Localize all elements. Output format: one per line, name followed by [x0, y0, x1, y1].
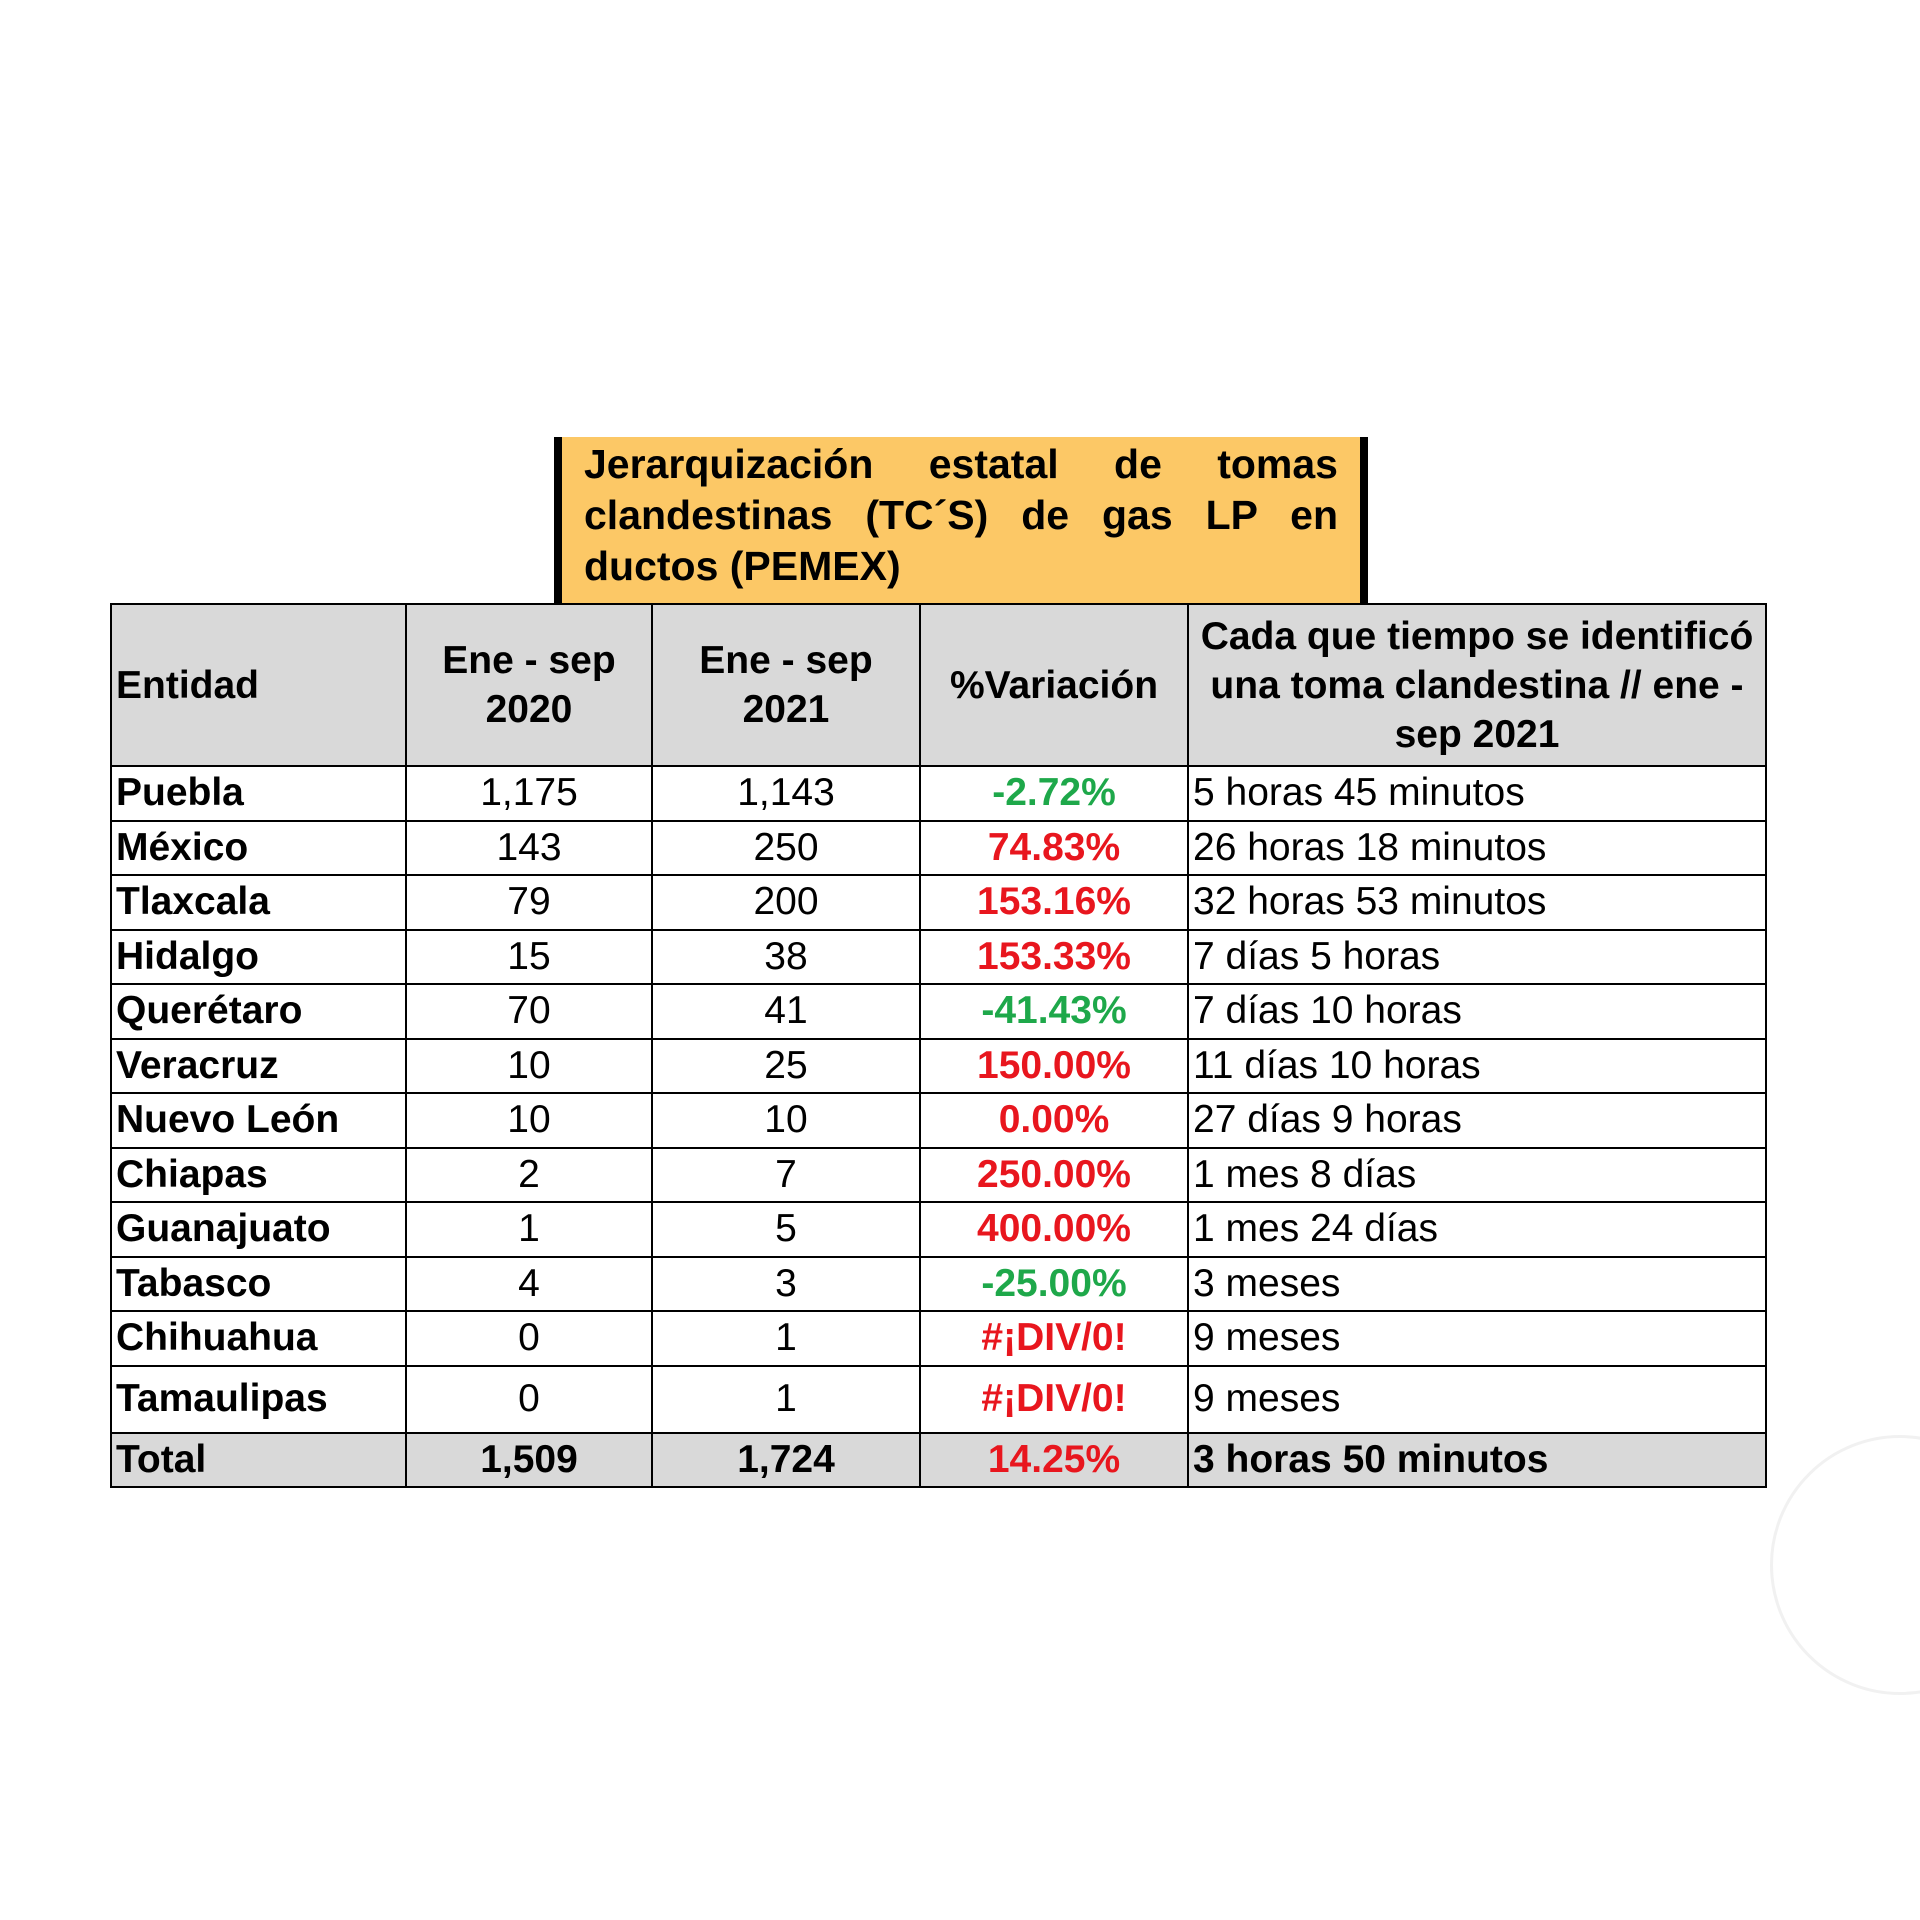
total-2020: 1,509 [406, 1433, 652, 1488]
total-variacion: 14.25% [920, 1433, 1188, 1488]
cell-variacion: 250.00% [920, 1148, 1188, 1203]
cell-tiempo: 5 horas 45 minutos [1188, 766, 1766, 821]
total-2021: 1,724 [652, 1433, 920, 1488]
cell-2021: 200 [652, 875, 920, 930]
cell-entidad: Tamaulipas [111, 1366, 406, 1433]
table-row [111, 1093, 1766, 1148]
cell-variacion: -25.00% [920, 1257, 1188, 1312]
table-title [554, 437, 1368, 603]
cell-2021: 10 [652, 1093, 920, 1148]
cell-entidad: Hidalgo [111, 930, 406, 985]
table-row [111, 930, 1766, 985]
decorative-arc [1770, 1435, 1920, 1695]
cell-tiempo: 1 mes 24 días [1188, 1202, 1766, 1257]
cell-2020: 4 [406, 1257, 652, 1312]
cell-variacion: -2.72% [920, 766, 1188, 821]
header-entidad: Entidad [111, 604, 406, 766]
cell-2021: 41 [652, 984, 920, 1039]
cell-2020: 143 [406, 821, 652, 876]
cell-entidad: Chiapas [111, 1148, 406, 1203]
cell-2021: 25 [652, 1039, 920, 1094]
cell-variacion: -41.43% [920, 984, 1188, 1039]
table-row [111, 875, 1766, 930]
table-row [111, 1257, 1766, 1312]
cell-tiempo: 1 mes 8 días [1188, 1148, 1766, 1203]
table-row [111, 821, 1766, 876]
cell-entidad: Chihuahua [111, 1311, 406, 1366]
cell-entidad: Puebla [111, 766, 406, 821]
cell-variacion: #¡DIV/0! [920, 1311, 1188, 1366]
table-row [111, 1148, 1766, 1203]
header-row [111, 604, 1766, 766]
cell-variacion: 74.83% [920, 821, 1188, 876]
cell-2021: 250 [652, 821, 920, 876]
cell-tiempo: 7 días 10 horas [1188, 984, 1766, 1039]
table-row [111, 1039, 1766, 1094]
cell-2020: 1 [406, 1202, 652, 1257]
total-label: Total [111, 1433, 406, 1488]
header-2020: Ene - sep 2020 [406, 604, 652, 766]
cell-2020: 79 [406, 875, 652, 930]
cell-tiempo: 3 meses [1188, 1257, 1766, 1312]
table-row [111, 766, 1766, 821]
header-variacion: %Variación [920, 604, 1188, 766]
cell-variacion: 153.16% [920, 875, 1188, 930]
cell-2020: 1,175 [406, 766, 652, 821]
cell-2020: 2 [406, 1148, 652, 1203]
cell-2020: 0 [406, 1311, 652, 1366]
cell-entidad: Tabasco [111, 1257, 406, 1312]
table-title-text: Jerarquización estatal de tomas clandestinas (TC´S) de gas LP en ductos (PEMEX) [584, 441, 1338, 589]
table-row [111, 1202, 1766, 1257]
cell-tiempo: 11 días 10 horas [1188, 1039, 1766, 1094]
total-tiempo: 3 horas 50 minutos [1188, 1433, 1766, 1488]
cell-entidad: Nuevo León [111, 1093, 406, 1148]
table-row [111, 984, 1766, 1039]
cell-variacion: 0.00% [920, 1093, 1188, 1148]
total-row [111, 1433, 1766, 1488]
cell-2020: 10 [406, 1093, 652, 1148]
data-table [110, 603, 1767, 1488]
cell-variacion: 153.33% [920, 930, 1188, 985]
cell-2021: 3 [652, 1257, 920, 1312]
cell-2020: 10 [406, 1039, 652, 1094]
table-row [111, 1366, 1766, 1433]
header-tiempo: Cada que tiempo se identificó una toma clandestina // ene - sep 2021 [1188, 604, 1766, 766]
table-row [111, 1311, 1766, 1366]
cell-2020: 70 [406, 984, 652, 1039]
cell-entidad: Querétaro [111, 984, 406, 1039]
cell-entidad: Tlaxcala [111, 875, 406, 930]
header-2021: Ene - sep 2021 [652, 604, 920, 766]
cell-variacion: #¡DIV/0! [920, 1366, 1188, 1433]
cell-entidad: Veracruz [111, 1039, 406, 1094]
cell-entidad: México [111, 821, 406, 876]
cell-2021: 7 [652, 1148, 920, 1203]
cell-2021: 38 [652, 930, 920, 985]
cell-2021: 1 [652, 1311, 920, 1366]
cell-tiempo: 7 días 5 horas [1188, 930, 1766, 985]
cell-tiempo: 9 meses [1188, 1366, 1766, 1433]
cell-tiempo: 26 horas 18 minutos [1188, 821, 1766, 876]
cell-2021: 1,143 [652, 766, 920, 821]
cell-variacion: 400.00% [920, 1202, 1188, 1257]
cell-2020: 0 [406, 1366, 652, 1433]
cell-tiempo: 9 meses [1188, 1311, 1766, 1366]
cell-2021: 5 [652, 1202, 920, 1257]
cell-tiempo: 32 horas 53 minutos [1188, 875, 1766, 930]
cell-entidad: Guanajuato [111, 1202, 406, 1257]
table-body [111, 766, 1766, 1487]
cell-2021: 1 [652, 1366, 920, 1433]
cell-variacion: 150.00% [920, 1039, 1188, 1094]
cell-tiempo: 27 días 9 horas [1188, 1093, 1766, 1148]
cell-2020: 15 [406, 930, 652, 985]
